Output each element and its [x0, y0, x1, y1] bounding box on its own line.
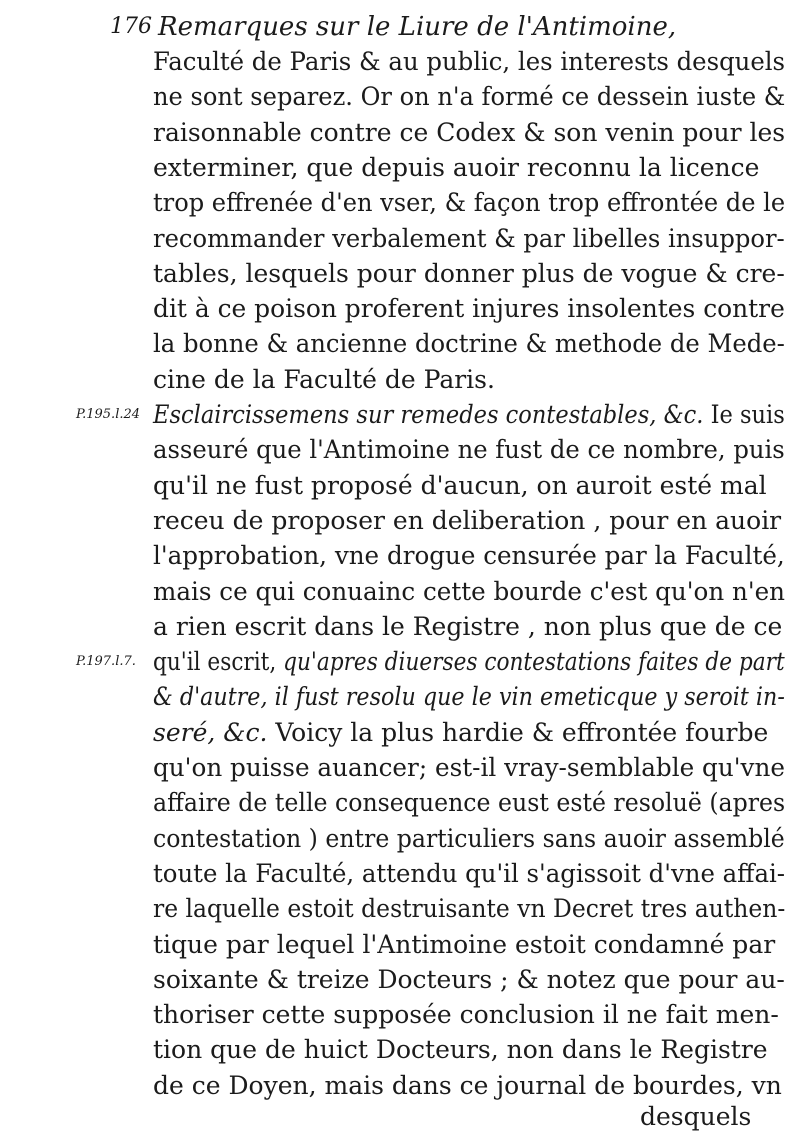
- text-line: raisonnable contre ce Codex & son venin pour les: [153, 117, 786, 147]
- text-line: Esclaircissemens sur remedes contestables, &c. Ie suis: [153, 400, 785, 429]
- running-title: Remarques sur le Liure de l'Antimoine,: [158, 12, 677, 42]
- text-line: de ce Doyen, mais dans ce journal de bourdes, vn: [153, 1070, 782, 1100]
- margin-note: P.197.l.7.: [76, 654, 136, 670]
- text-line: affaire de telle consequence eust esté resoluë (apres: [153, 788, 786, 818]
- text-line: Faculté de Paris & au public, les interests desquels: [153, 47, 786, 76]
- page-number: 176: [110, 14, 152, 39]
- text-line: la bonne & ancienne doctrine & methode de Mede-: [153, 329, 785, 359]
- text-line: soixante & treize Docteurs ; & notez que pour au-: [153, 964, 785, 994]
- text-line: recommander verbalement & par libelles insuppor-: [153, 223, 785, 253]
- text-line: dit à ce poison proferent injures insolentes contre: [153, 294, 785, 324]
- text-line: tion que de huict Docteurs, non dans le Registre: [153, 1035, 768, 1065]
- text-line: ne sont separez. Or on n'a formé ce dessein iuste &: [153, 82, 786, 112]
- text-line: trop effrenée d'en vser, & façon trop effrontée de le: [153, 188, 786, 218]
- text-line: toute la Faculté, attendu qu'il s'agissoit d'vne affai-: [153, 858, 786, 888]
- text-line: a rien escrit dans le Registre , non plus que de ce: [153, 611, 783, 641]
- text-line: thoriser cette supposée conclusion il ne fait men-: [153, 1000, 779, 1030]
- text-line: re laquelle estoit destruisante vn Decret tres authen-: [153, 894, 786, 924]
- text-line: cine de la Faculté de Paris.: [153, 364, 495, 394]
- text-line: tique par lequel l'Antimoine estoit condamné par: [153, 929, 776, 959]
- text-line: asseuré que l'Antimoine ne fust de ce nombre, puis: [153, 435, 785, 465]
- text-line: exterminer, que depuis auoir reconnu la licence: [153, 152, 760, 182]
- text-line: seré, &c. Voicy la plus hardie & effrontée fourbe: [153, 717, 769, 747]
- text-line: & d'autre, il fust resolu que le vin emeticque y seroit in-: [153, 682, 785, 712]
- text-line: receu de proposer en deliberation , pour en auoir: [153, 505, 782, 535]
- text-line: tables, lesquels pour donner plus de vogue & cre-: [153, 258, 785, 288]
- text-line: qu'on puisse auancer; est-il vray-semblable qu'vne: [153, 753, 785, 782]
- margin-note: P.195.l.24: [76, 407, 141, 422]
- text-line: contestation ) entre particuliers sans auoir assemblé: [153, 823, 785, 853]
- text-line: qu'il ne fust proposé d'aucun, on auroit esté mal: [153, 470, 767, 500]
- text-line: l'approbation, vne drogue censurée par la Faculté,: [153, 541, 785, 571]
- catchword: desquels: [640, 1102, 752, 1131]
- text-line: mais ce qui conuainc cette bourde c'est qu'on n'en: [153, 576, 786, 606]
- text-line: qu'il escrit, qu'apres diuerses contestations faites de part: [153, 647, 785, 677]
